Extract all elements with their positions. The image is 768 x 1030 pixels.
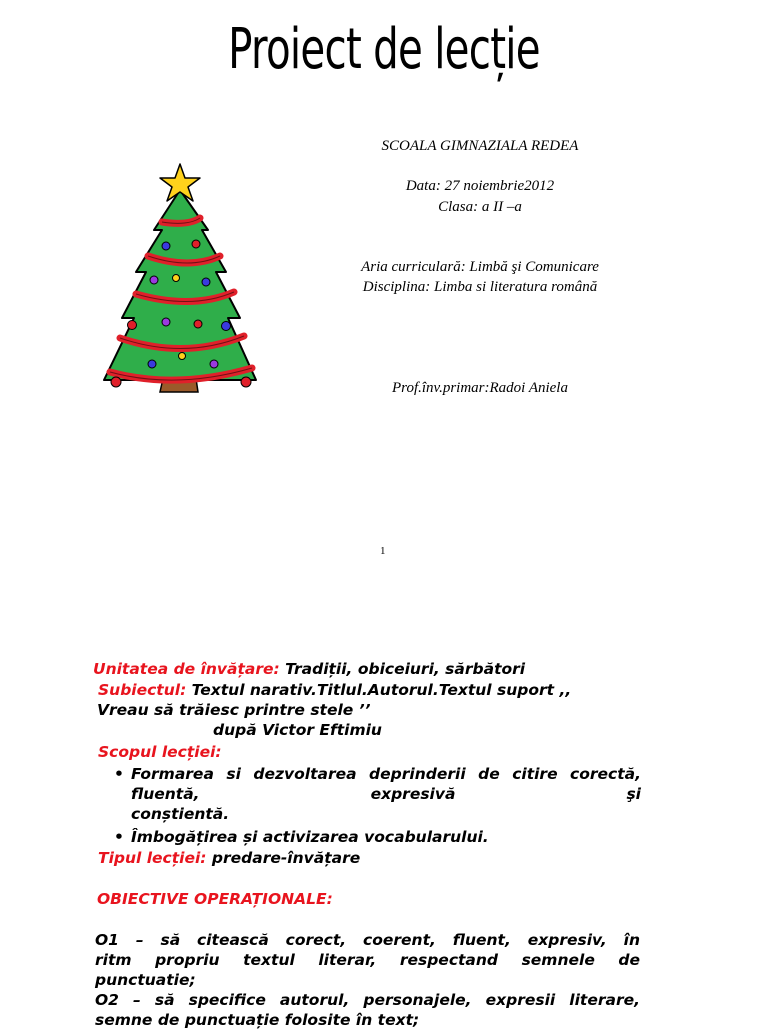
- learning-unit: [93, 659, 525, 679]
- lesson-date: Data: 27 noiembrie2012: [405, 178, 555, 194]
- purpose-label: Scopul lecției:: [98, 743, 222, 761]
- objectives-heading: OBIECTIVE OPERAȚIONALE:: [97, 890, 333, 908]
- learning-unit-label: Unitatea de învățare:: [93, 660, 280, 678]
- learning-unit-value: Tradiții, obiceiuri, sărbători: [279, 660, 526, 678]
- objective-o2-line-2: semne de punctuație folosite în text;: [95, 1011, 420, 1029]
- purpose-item-1-cont: conștientă.: [131, 805, 230, 823]
- objective-o1-line-1: O1 – să citească corect, coerent, fluent, expresiv, în: [95, 931, 640, 949]
- subject-label: Subiectul:: [98, 681, 187, 699]
- purpose-item-1-text: Formarea si dezvoltarea deprinderii de citire corectă, fluentă, expresivă şi: [131, 765, 641, 803]
- subject-value: Textul narativ.Titlul.Autorul.Textul suport ,,: [186, 681, 572, 699]
- lesson-type-label: Tipul lecției:: [98, 849, 207, 867]
- bullet-dot: •: [114, 765, 124, 783]
- christmas-tree-icon: [96, 160, 264, 400]
- school-name: SCOALA GIMNAZIALA REDEA: [381, 138, 579, 154]
- lesson-type-value: predare-învățare: [206, 849, 361, 867]
- purpose-item-2: Îmbogățirea și activizarea vocabularului.: [131, 828, 489, 846]
- document-title: Proiect de lecție: [228, 17, 540, 82]
- teacher-name: Prof.înv.primar:Radoi Aniela: [392, 380, 568, 396]
- objective-o1-line-2: ritm propriu textul literar, respectand semnele de: [95, 951, 640, 969]
- lesson-type: [98, 848, 360, 868]
- page-number: 1: [380, 545, 386, 557]
- subject-line-3: după Victor Eftimiu: [213, 721, 382, 739]
- lesson-class: Clasa: a II –a: [438, 199, 522, 215]
- purpose-item-1: [131, 764, 641, 804]
- bullet-dot: •: [114, 828, 124, 846]
- discipline: Disciplina: Limba si literatura română: [362, 279, 598, 295]
- lesson-subject: [98, 680, 571, 700]
- subject-line-2: Vreau să trăiesc printre stele ’’: [97, 701, 371, 719]
- objective-o2-line-1: O2 – să specifice autorul, personajele, expresii literare,: [95, 991, 640, 1009]
- objective-o1-line-3: punctuatie;: [95, 971, 196, 989]
- curricular-area: Aria curriculară: Limbă şi Comunicare: [361, 259, 599, 275]
